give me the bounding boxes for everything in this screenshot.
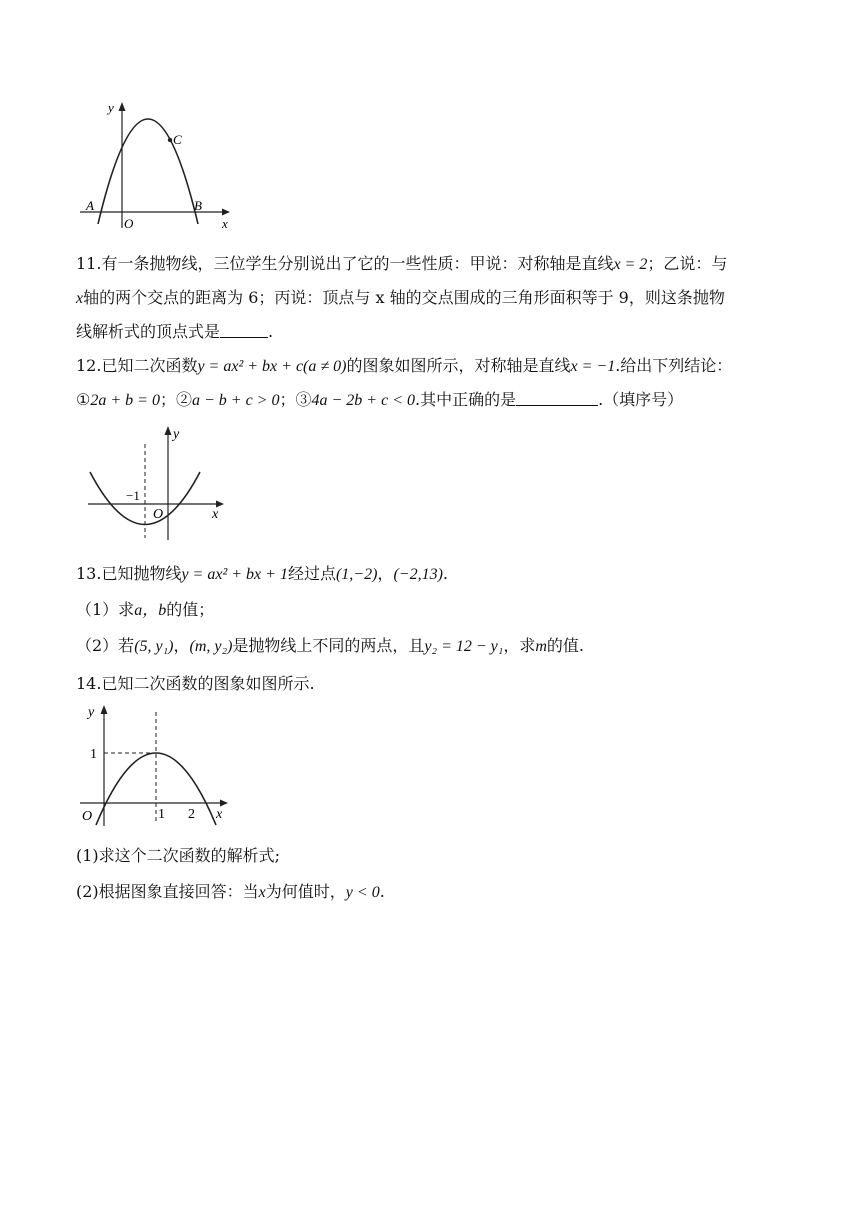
y-label: y — [173, 427, 180, 442]
y-axis-arrow — [101, 705, 108, 714]
x-axis-arrow — [220, 800, 228, 807]
origin-label: O — [82, 809, 93, 824]
answer-blank[interactable] — [516, 388, 598, 406]
y-label: y — [88, 705, 95, 720]
x-label: x — [216, 807, 223, 822]
point-a-label: A — [86, 198, 94, 213]
origin-label: O — [124, 216, 134, 231]
q12-line1: 12.已知二次函数y = ax² + bx + c(a ≠ 0)的图象如图所示，对称轴是直线x = −1.给出下列结论： — [76, 356, 733, 375]
tick-2-x-label: 2 — [188, 807, 195, 822]
minus-one-label: −1 — [126, 488, 140, 503]
q14-line1: 14.已知二次函数的图象如图所示. — [76, 674, 315, 693]
q11-line3: 线解析式的顶点式是 . — [76, 322, 274, 341]
point-b-label: B — [194, 198, 202, 213]
x-label: x — [212, 507, 219, 522]
origin-label: O — [153, 507, 164, 522]
parabola-curve — [98, 119, 198, 224]
q13-line1: 13.已知抛物线y = ax² + bx + 1经过点(1,−2)，(−2,13). — [76, 564, 448, 583]
q11-line2: x轴的两个交点的距离为 6；丙说：顶点与 x 轴的交点围成的三角形面积等于 9，则这条抛物 — [76, 288, 725, 307]
point-c — [168, 138, 172, 142]
y-axis-arrow — [165, 426, 172, 435]
tick-1-x-label: 1 — [158, 807, 165, 822]
q11-line1: 11.有一条抛物线，三位学生分别说出了它的一些性质：甲说：对称轴是直线x = 2；乙说：与 — [76, 254, 728, 273]
figure-parabola-vertex — [76, 700, 246, 832]
x-axis-arrow — [222, 209, 230, 216]
q13-sub1: （1）求a，b的值； — [76, 600, 215, 619]
figure-parabola-axis — [84, 422, 234, 546]
figure-parabola-abc — [78, 98, 238, 233]
y-axis-arrow — [119, 102, 126, 111]
q13-sub2: （2）若(5, y₁)，(m, y₂)是抛物线上不同的两点，且y₂ = 12 − y₁，求m的值. — [76, 636, 585, 655]
q14-sub1: (1)求这个二次函数的解析式; — [76, 846, 281, 865]
x-label: x — [222, 216, 228, 231]
answer-blank[interactable] — [220, 320, 268, 338]
point-c-label: C — [173, 132, 182, 147]
q14-sub2: (2)根据图象直接回答：当x为何值时，y < 0. — [76, 882, 385, 901]
y-label: y — [108, 100, 114, 115]
q12-line2: ①2a + b = 0；②a − b + c > 0；③4a − 2b + c < 0.其中正确的是 .（填序号） — [76, 390, 684, 409]
tick-1-y-label: 1 — [90, 747, 97, 762]
